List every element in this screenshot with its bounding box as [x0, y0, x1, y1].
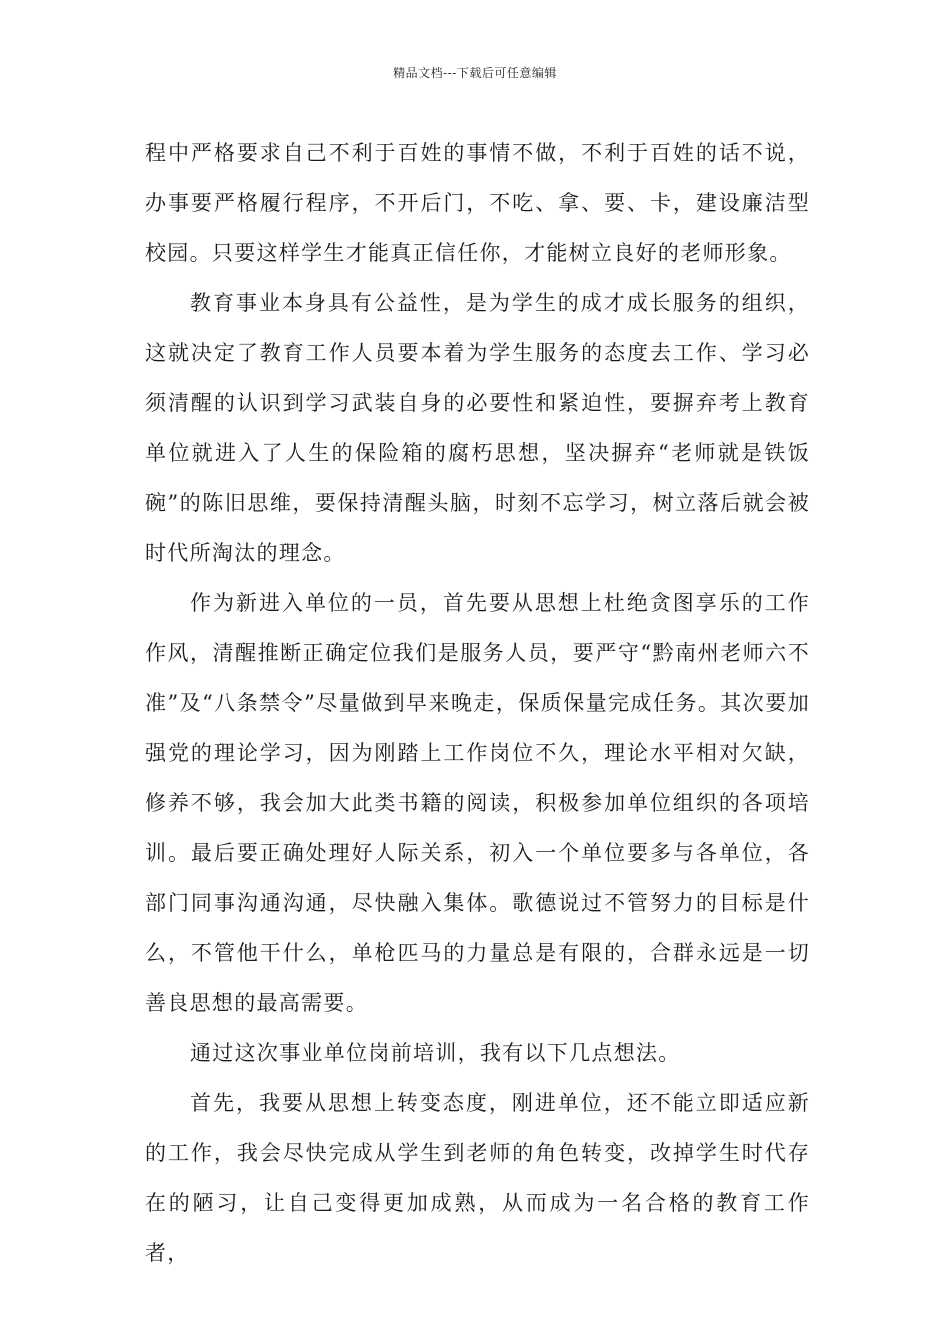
paragraph-education-public-welfare: 教育事业本身具有公益性，是为学生的成才成长服务的组织，这就决定了教育工作人员要本着为学生服务的态度去工作、学习必须清醒的认识到学习武装自身的必要性和紧迫性，要摒弃考上教育单位就进入了人生的保险箱的腐朽思想，坚决摒弃“老师就是铁饭碗”的陈旧思维，要保持清醒头脑，时刻不忘学习，树立落后就会被时代所淘汰的理念。 — [145, 291, 810, 565]
paragraph-new-member: 作为新进入单位的一员，首先要从思想上杜绝贪图享乐的工作作风，清醒推断正确定位我们是服务人员，要严守“黔南州老师六不准”及“八条禁令”尽量做到早来晚走，保质保量完成任务。其次要加强党的理论学习，因为刚踏上工作岗位不久，理论水平相对欠缺，修养不够，我会加大此类书籍的阅读，积极参加单位组织的各项培训。最后要正确处理好人际关系，初入一个单位要多与各单位，各部门同事沟通沟通，尽快融入集体。歌德说过不管努力的目标是什么，不管他干什么，单枪匹马的力量总是有限的，合群永远是一切善良思想的最高需要。 — [145, 591, 810, 1015]
document-body — [145, 128, 810, 1278]
page-header: 精品文档---下载后可任意编辑 — [393, 66, 557, 80]
paragraph-training-thoughts: 通过这次事业单位岗前培训，我有以下几点想法。 — [190, 1041, 681, 1065]
paragraph-first-point: 首先，我要从思想上转变态度，刚进单位，还不能立即适应新的工作，我会尽快完成从学生到老师的角色转变，改掉学生时代存在的陋习，让自己变得更加成熟，从而成为一名合格的教育工作者， — [145, 1091, 810, 1265]
paragraph-continuation: 程中严格要求自己不利于百姓的事情不做，不利于百姓的话不说，办事要严格履行程序，不开后门，不吃、拿、要、卡，建设廉洁型校园。只要这样学生才能真正信任你，才能树立良好的老师形象。 — [145, 141, 810, 265]
